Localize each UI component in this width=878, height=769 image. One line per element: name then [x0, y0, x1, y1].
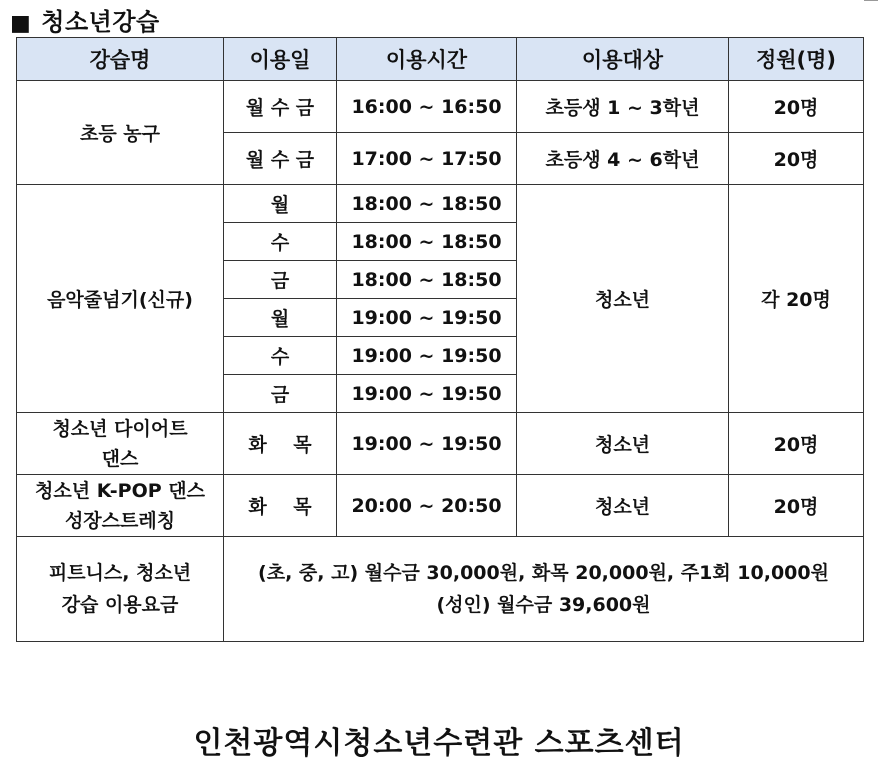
course-day: 월 수 금: [224, 81, 337, 133]
fee-label-line: 피트니스, 청소년: [48, 562, 192, 584]
schedule-table: [16, 37, 864, 642]
course-time: 18:00 ~ 18:50: [337, 261, 517, 299]
course-capacity: 20명: [729, 133, 864, 185]
course-capacity: 20명: [729, 413, 864, 475]
course-day: 화 목: [224, 413, 337, 475]
header-capacity: 정원(명): [729, 38, 864, 81]
course-name: 초등 농구: [17, 81, 224, 185]
course-target: 초등생 4 ~ 6학년: [517, 133, 729, 185]
course-day: 금: [224, 261, 337, 299]
course-capacity: 20명: [729, 475, 864, 537]
course-day: 금: [224, 375, 337, 413]
fee-line: (초, 중, 고) 월수금 30,000원, 화목 20,000원, 주1회 10,000원: [258, 562, 829, 584]
fee-line: (성인) 월수금 39,600원: [436, 594, 651, 616]
header-course-name: 강습명: [17, 38, 224, 81]
course-name-line: 댄스: [101, 447, 139, 470]
course-name-line: 청소년 다이어트: [52, 417, 188, 440]
section-title: [10, 2, 160, 37]
course-time: 19:00 ~ 19:50: [337, 337, 517, 375]
course-time: 17:00 ~ 17:50: [337, 133, 517, 185]
table-row: [17, 413, 864, 475]
course-day: 수: [224, 337, 337, 375]
header-day: 이용일: [224, 38, 337, 81]
course-time: 19:00 ~ 19:50: [337, 375, 517, 413]
section-title-text: 청소년강습: [41, 8, 160, 36]
table-row: [17, 81, 864, 133]
course-capacity: 20명: [729, 81, 864, 133]
course-time: 20:00 ~ 20:50: [337, 475, 517, 537]
header-time: 이용시간: [337, 38, 517, 81]
square-bullet-icon: ■: [10, 11, 32, 36]
fee-row: [17, 537, 864, 642]
course-day: 월: [224, 299, 337, 337]
course-target: 청소년: [517, 475, 729, 537]
header-target: 이용대상: [517, 38, 729, 81]
course-name-line: 청소년 K-POP 댄스: [35, 479, 205, 502]
course-capacity: 각 20명: [729, 185, 864, 413]
course-target: 초등생 1 ~ 3학년: [517, 81, 729, 133]
table-row: [17, 185, 864, 223]
course-name-line: 성장스트레칭: [64, 509, 176, 532]
fee-details: [224, 537, 864, 642]
course-day: 화 목: [224, 475, 337, 537]
table-row: [17, 475, 864, 537]
course-time: 18:00 ~ 18:50: [337, 223, 517, 261]
course-time: 18:00 ~ 18:50: [337, 185, 517, 223]
course-time: 19:00 ~ 19:50: [337, 299, 517, 337]
organization-footer: 인천광역시청소년수련관 스포츠센터: [193, 726, 685, 761]
course-day: 수: [224, 223, 337, 261]
page-corner-line: [864, 0, 878, 1]
table-header-row: [17, 38, 864, 81]
course-name: 음악줄넘기(신규): [17, 185, 224, 413]
course-name: [17, 413, 224, 475]
course-name: [17, 475, 224, 537]
fee-label: [17, 537, 224, 642]
course-day: 월: [224, 185, 337, 223]
course-time: 19:00 ~ 19:50: [337, 413, 517, 475]
course-day: 월 수 금: [224, 133, 337, 185]
fee-label-line: 강습 이용요금: [61, 594, 179, 616]
course-target: 청소년: [517, 185, 729, 413]
course-target: 청소년: [517, 413, 729, 475]
course-time: 16:00 ~ 16:50: [337, 81, 517, 133]
